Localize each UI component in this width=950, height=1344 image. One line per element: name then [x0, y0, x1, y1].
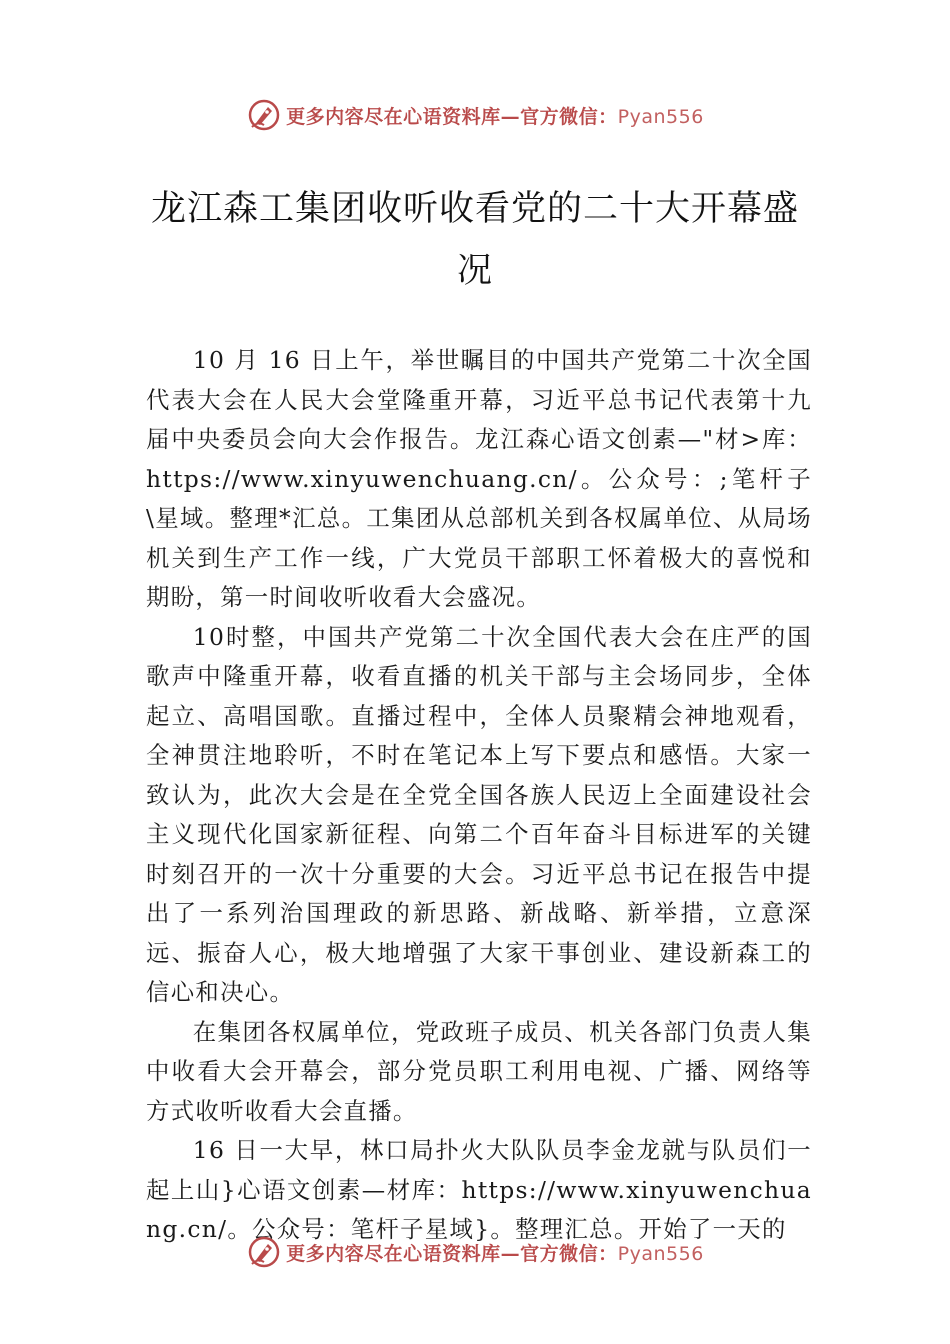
document-body [146, 341, 812, 1250]
paragraph-1: 10 月 16 日上午，举世瞩目的中国共产党第二十次全国代表大会在人民大会堂隆重开幕，习近平总书记代表第十九届中央委员会向大会作报告。龙江森心语文创素—"材>库：https://www.xinyuwenchuang.cn/。公众号：;笔杆子\星域。整理*汇总。工集团从总部机关到各权属单位、从局场机关到生产工作一线，广大党员干部职工怀着极大的喜悦和期盼，第一时间收听收看大会盛况。 [146, 346, 812, 611]
bottom-banner [0, 1232, 950, 1272]
pen-nib-logo-icon [246, 1234, 282, 1270]
banner-text: 更多内容尽在心语资料库—官方微信：Pyan556 [286, 105, 704, 128]
document-title: 龙江森工集团收听收看党的二十大开幕盛况 [150, 189, 799, 291]
paragraph-4: 16 日一大早，林口局扑火大队队员李金龙就与队员们一起上山}心语文创素—材库：https://www.xinyuwenchuang.cn/。公众号：笔杆子星域}。整理汇总。开始了一天的 [146, 1136, 812, 1243]
pen-nib-logo-icon [246, 97, 282, 133]
paragraph-2: 10时整，中国共产党第二十次全国代表大会在庄严的国歌声中隆重开幕，收看直播的机关干部与主会场同步，全体起立、高唱国歌。直播过程中，全体人员聚精会神地观看， 全神贯注地聆听，不时在笔记本上写下要点和感悟。大家一致认为，此次大会是在全党全国各族人民迈上全面建设社会主义现代化国家新征程、向第二个百年奋斗目标进军的关键时刻召开的一次十分重要的大会。习近平总书记在报告中提出了一系列治国理政的新思路、新战略、新举措，立意深远、振奋人心，极大地增强了大家干事创业、建设新森工的信心和决心。 [146, 622, 812, 1006]
banner-text: 更多内容尽在心语资料库—官方微信：Pyan556 [286, 1242, 704, 1265]
top-banner [0, 95, 950, 135]
paragraph-3: 在集团各权属单位，党政班子成员、机关各部门负责人集中收看大会开幕会，部分党员职工利用电视、广播、网络等方式收听收看大会直播。 [146, 1017, 812, 1125]
